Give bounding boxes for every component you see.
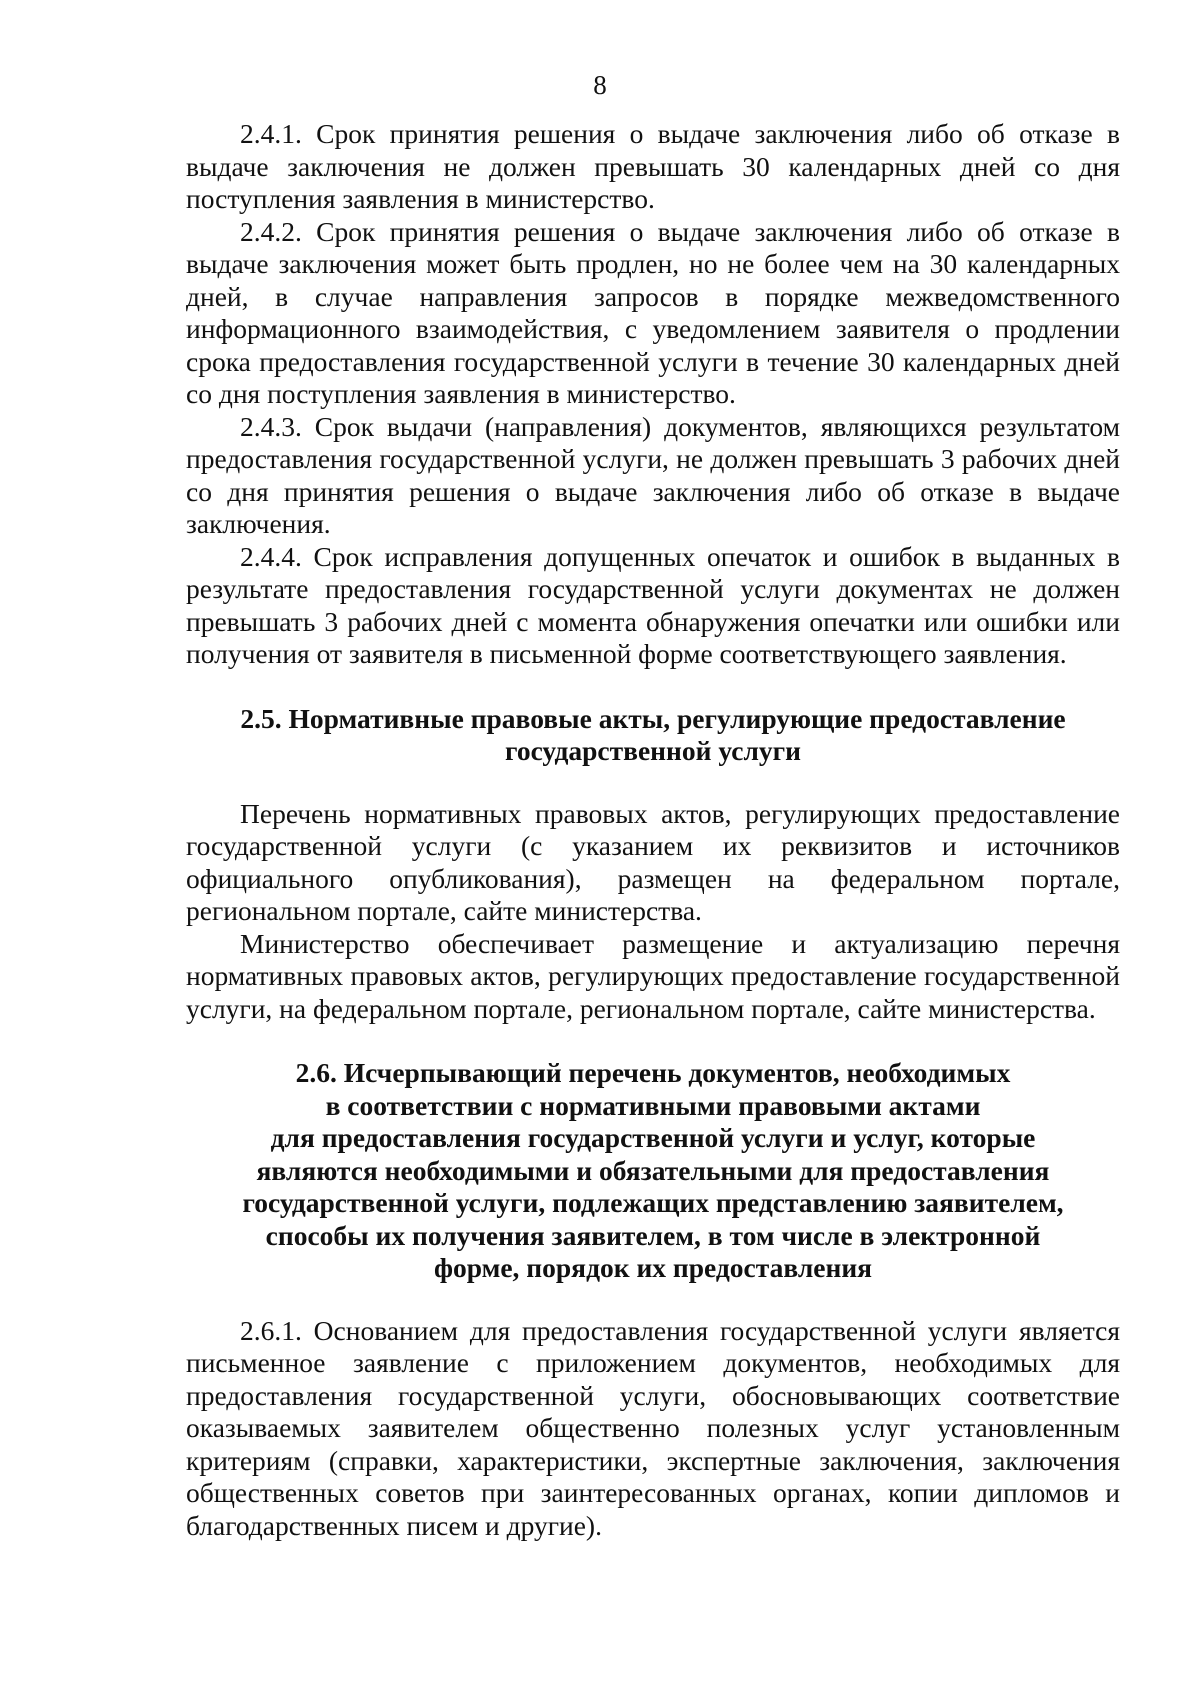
paragraph-2-5-list: Перечень нормативных правовых актов, регулирующих предоставление государственной услуги (с указанием их реквизитов и источников официального опубликования), размещен на федеральном портале, региональном портале, сайте министерства.: [186, 797, 1120, 926]
heading-line: для предоставления государственной услуги и услуг, которые: [270, 1122, 1036, 1153]
heading-line: 2.5. Нормативные правовые акты, регулирующие предоставление: [240, 702, 1066, 734]
heading-line: являются необходимыми и обязательными для предоставления: [256, 1154, 1050, 1186]
paragraph-2-6-1: 2.6.1. Основанием для предоставления государственной услуги является письменное заявление с приложением документов, необходимых для предоставления государственной услуги, обосновывающих соответствие оказываемых заявителем общественно полезных услуг установленным критериям (справки, характеристики, экспертные заключения, заключения общественных советов при заинтересованных органах, копии дипломов и благодарственных писем и другие).: [186, 1314, 1120, 1541]
paragraph-2-4-2: 2.4.2. Срок принятия решения о выдаче заключения либо об отказе в выдаче заключения может быть продлен, но не более чем на 30 календарных дней, в случае направления запросов в порядке межведомственного информационного взаимодействия, с уведомлением заявителя о продлении срока предоставления государственной услуги в течение 30 календарных дней со дня поступления заявления в министерство.: [186, 215, 1120, 409]
heading-line: способы их получения заявителем, в том числе в электронной: [265, 1219, 1041, 1251]
heading-line: государственной услуги, подлежащих представлению заявителем,: [242, 1187, 1064, 1218]
heading-line: форме, порядок их предоставления: [433, 1252, 873, 1283]
section-heading-2-6: [186, 1057, 1120, 1285]
heading-line: государственной услуги: [505, 735, 801, 766]
paragraph-2-4-3: 2.4.3. Срок выдачи (направления) документов, являющихся результатом предоставления государственной услуги, не должен превышать 3 рабочих дней со дня принятия решения о выдаче заключения либо об отказе в выдаче заключения.: [186, 410, 1120, 539]
paragraph-2-4-4: 2.4.4. Срок исправления допущенных опечаток и ошибок в выданных в результате предоставления государственной услуги документах не должен превышать 3 рабочих дней с момента обнаружения опечатки или ошибки или получения от заявителя в письменной форме соответствующего заявления.: [186, 540, 1120, 669]
document-body: [186, 118, 1120, 1542]
page-number: 8: [593, 70, 607, 100]
heading-line: в соответствии с нормативными правовыми актами: [325, 1089, 981, 1121]
heading-line: 2.6. Исчерпывающий перечень документов, необходимых: [295, 1057, 1011, 1088]
section-heading-2-5: [186, 703, 1120, 768]
paragraph-2-5-ministry: Министерство обеспечивает размещение и актуализацию перечня нормативных правовых актов, регулирующих предоставление государственной услуги, на федеральном портале, региональном портале, сайте министерства.: [186, 927, 1120, 1024]
paragraph-2-4-1: 2.4.1. Срок принятия решения о выдаче заключения либо об отказе в выдаче заключения не должен превышать 30 календарных дней со дня поступления заявления в министерство.: [186, 118, 1120, 214]
